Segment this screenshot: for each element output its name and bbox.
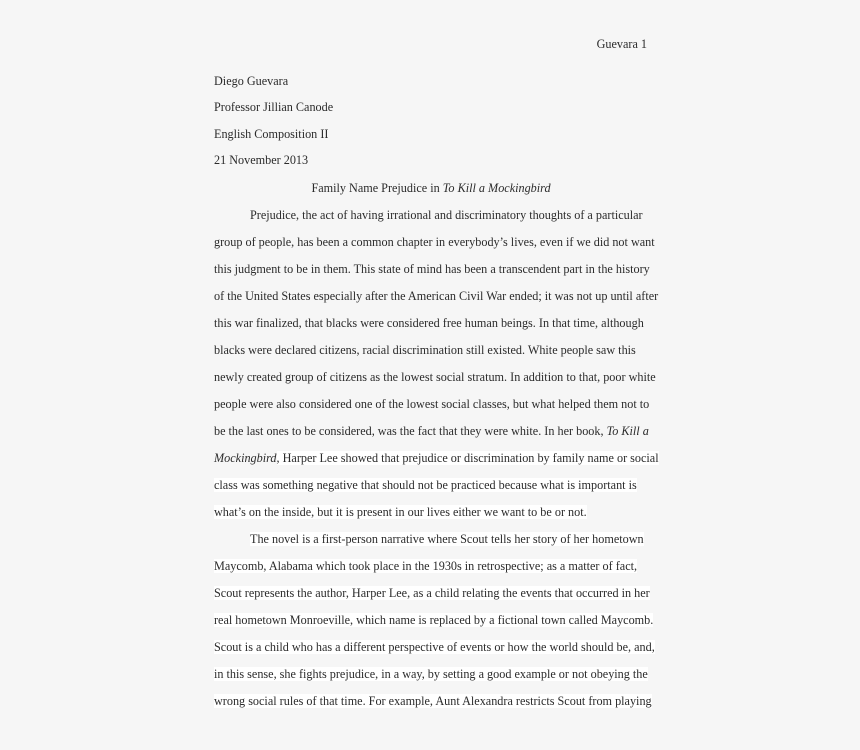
essay-date: 21 November 2013 [214,153,309,167]
paragraph-1-line-7: newly created group of citizens as the lowest social stratum. In addition to that, poor white [214,370,656,384]
paragraph-1-line-11: class was something negative that should not be practiced because what is important is [214,478,637,492]
instructor-name: Professor Jillian Canode [214,100,334,114]
paragraph-2-line-1: The novel is a first-person narrative where Scout tells her story of her hometown [250,532,644,546]
author-name: Diego Guevara [214,74,289,88]
paragraph-1-line-6: blacks were declared citizens, racial discrimination still existed. White people saw this [214,343,636,357]
book-title-italic: To Kill a [606,424,649,438]
paragraph-1-line-4: of the United States especially after the American Civil War ended; it was not up until after [214,289,659,303]
paragraph-2-line-7: wrong social rules of that time. For example, Aunt Alexandra restricts Scout from playing [214,694,652,708]
title-book-italic: To Kill a Mockingbird [442,181,551,195]
paragraph-1-line-8: people were also considered one of the lowest social classes, but what helped them not to [214,397,650,411]
paragraph-1-line-10: Mockingbird, Harper Lee showed that prejudice or discrimination by family name or social [214,451,659,465]
paragraph-2-line-6: in this sense, she fights prejudice, in a way, by setting a good example or not obeying the [214,667,648,681]
paragraph-2-line-2: Maycomb, Alabama which took place in the 1930s in retrospective; as a matter of fact, [214,559,638,573]
paragraph-2-line-3: Scout represents the author, Harper Lee, as a child relating the events that occurred in her [214,586,650,600]
essay-title [0,180,860,196]
title-text: Family Name Prejudice in [311,181,443,195]
book-title-italic: Mockingbird [214,451,277,465]
running-head: Guevara 1 [596,37,647,51]
paragraph-1-line-2: group of people, has been a common chapter in everybody’s lives, even if we did not want [214,235,655,249]
paragraph-1-line-12: what’s on the inside, but it is present in our lives either we want to be or not. [214,505,587,519]
paragraph-1-line-5: this war finalized, that blacks were considered free human beings. In that time, although [214,316,644,330]
paragraph-1-line-1: Prejudice, the act of having irrational and discriminatory thoughts of a particular [250,208,643,222]
course-name: English Composition II [214,127,329,141]
paragraph-1-line-3: this judgment to be in them. This state of mind has been a transcendent part in the history [214,262,650,276]
paragraph-2-line-5: Scout is a child who has a different perspective of events or how the world should be, and, [214,640,655,654]
paragraph-1-line-9: be the last ones to be considered, was the fact that they were white. In her book, To Kill a [214,424,649,438]
paragraph-2-line-4: real hometown Monroeville, which name is replaced by a fictional town called Maycomb. [214,613,654,627]
